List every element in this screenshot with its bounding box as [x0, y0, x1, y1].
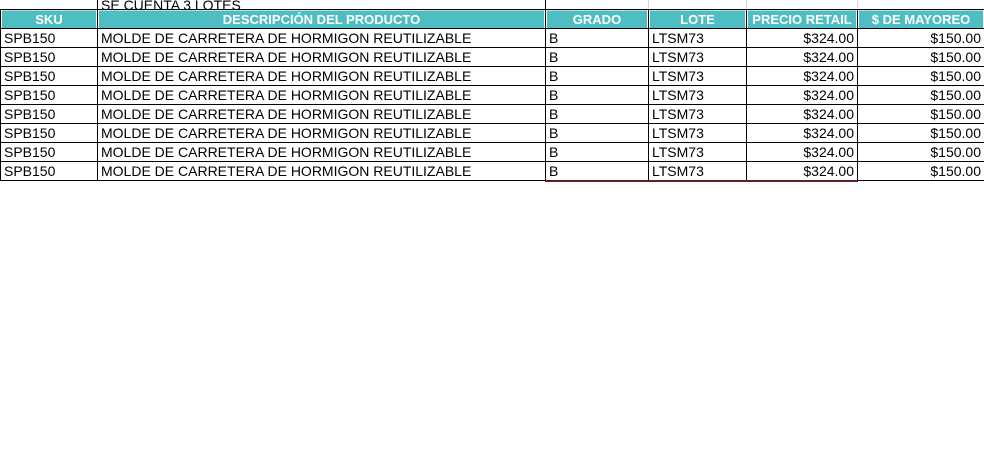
cell-lote[interactable]: LTSM73 [649, 48, 747, 67]
cell-mayoreo[interactable]: $150.00 [858, 124, 984, 143]
gridline-vertical-faint [648, 0, 649, 9]
gridline-vertical-faint [746, 0, 747, 9]
cell-precio[interactable]: $324.00 [747, 124, 858, 143]
cell-grado[interactable]: B [546, 48, 649, 67]
cell-lote[interactable]: LTSM73 [649, 29, 747, 48]
cell-precio[interactable]: $324.00 [747, 86, 858, 105]
cell-lote[interactable]: LTSM73 [649, 86, 747, 105]
cell-grado[interactable]: B [546, 67, 649, 86]
cell-sku[interactable]: SPB150 [1, 162, 98, 181]
cell-sku[interactable]: SPB150 [1, 105, 98, 124]
table-row [1, 67, 984, 86]
cell-sku[interactable]: SPB150 [1, 143, 98, 162]
table-row [1, 86, 984, 105]
cell-desc[interactable]: MOLDE DE CARRETERA DE HORMIGON REUTILIZABLE [98, 143, 546, 162]
header-mayoreo[interactable]: $ DE MAYOREO [858, 10, 984, 29]
header-lote[interactable]: LOTE [649, 10, 747, 29]
cell-sku[interactable]: SPB150 [1, 48, 98, 67]
gridline-vertical [545, 0, 546, 9]
cell-lote[interactable]: LTSM73 [649, 124, 747, 143]
cell-lote[interactable]: LTSM73 [649, 67, 747, 86]
cell-mayoreo[interactable]: $150.00 [858, 105, 984, 124]
cell-grado[interactable]: B [546, 162, 649, 181]
table-row [1, 143, 984, 162]
cell-precio[interactable]: $324.00 [747, 105, 858, 124]
header-grado[interactable]: GRADO [546, 10, 649, 29]
gridline-vertical-faint [857, 0, 858, 9]
cell-desc[interactable]: MOLDE DE CARRETERA DE HORMIGON REUTILIZABLE [98, 48, 546, 67]
cell-desc[interactable]: MOLDE DE CARRETERA DE HORMIGON REUTILIZABLE [98, 105, 546, 124]
table-row [1, 124, 984, 143]
header-row [1, 10, 984, 29]
cell-mayoreo[interactable]: $150.00 [858, 67, 984, 86]
table-row [1, 105, 984, 124]
cell-precio[interactable]: $324.00 [747, 48, 858, 67]
cell-mayoreo[interactable]: $150.00 [858, 86, 984, 105]
cell-grado[interactable]: B [546, 86, 649, 105]
cell-precio[interactable]: $324.00 [747, 29, 858, 48]
cell-precio[interactable]: $324.00 [747, 143, 858, 162]
header-sku[interactable]: SKU [1, 10, 98, 29]
note-cell[interactable]: SE CUENTA 3 LOTES [101, 0, 241, 9]
table-row [1, 48, 984, 67]
clipped-row-above-table [0, 0, 984, 9]
cell-precio[interactable]: $324.00 [747, 162, 858, 181]
cell-desc[interactable]: MOLDE DE CARRETERA DE HORMIGON REUTILIZABLE [98, 124, 546, 143]
cell-sku[interactable]: SPB150 [1, 67, 98, 86]
cell-grado[interactable]: B [546, 143, 649, 162]
cell-lote[interactable]: LTSM73 [649, 143, 747, 162]
table-row [1, 162, 984, 181]
cell-desc[interactable]: MOLDE DE CARRETERA DE HORMIGON REUTILIZABLE [98, 67, 546, 86]
cell-sku[interactable]: SPB150 [1, 124, 98, 143]
gridline-vertical [97, 0, 98, 9]
cell-lote[interactable]: LTSM73 [649, 162, 747, 181]
table-row [1, 29, 984, 48]
cell-grado[interactable]: B [546, 29, 649, 48]
cell-mayoreo[interactable]: $150.00 [858, 48, 984, 67]
cell-sku[interactable]: SPB150 [1, 86, 98, 105]
cell-desc[interactable]: MOLDE DE CARRETERA DE HORMIGON REUTILIZABLE [98, 86, 546, 105]
cell-grado[interactable]: B [546, 105, 649, 124]
cell-lote[interactable]: LTSM73 [649, 105, 747, 124]
cell-mayoreo[interactable]: $150.00 [858, 143, 984, 162]
cell-grado[interactable]: B [546, 124, 649, 143]
cell-desc[interactable]: MOLDE DE CARRETERA DE HORMIGON REUTILIZABLE [98, 29, 546, 48]
cell-mayoreo[interactable]: $150.00 [858, 162, 984, 181]
header-precio[interactable]: PRECIO RETAIL [747, 10, 858, 29]
table-body [1, 29, 984, 181]
cell-mayoreo[interactable]: $150.00 [858, 29, 984, 48]
cell-precio[interactable]: $324.00 [747, 67, 858, 86]
product-table [0, 9, 984, 182]
cell-sku[interactable]: SPB150 [1, 29, 98, 48]
header-desc[interactable]: DESCRIPCIÓN DEL PRODUCTO [98, 10, 546, 29]
cell-desc[interactable]: MOLDE DE CARRETERA DE HORMIGON REUTILIZABLE [98, 162, 546, 181]
